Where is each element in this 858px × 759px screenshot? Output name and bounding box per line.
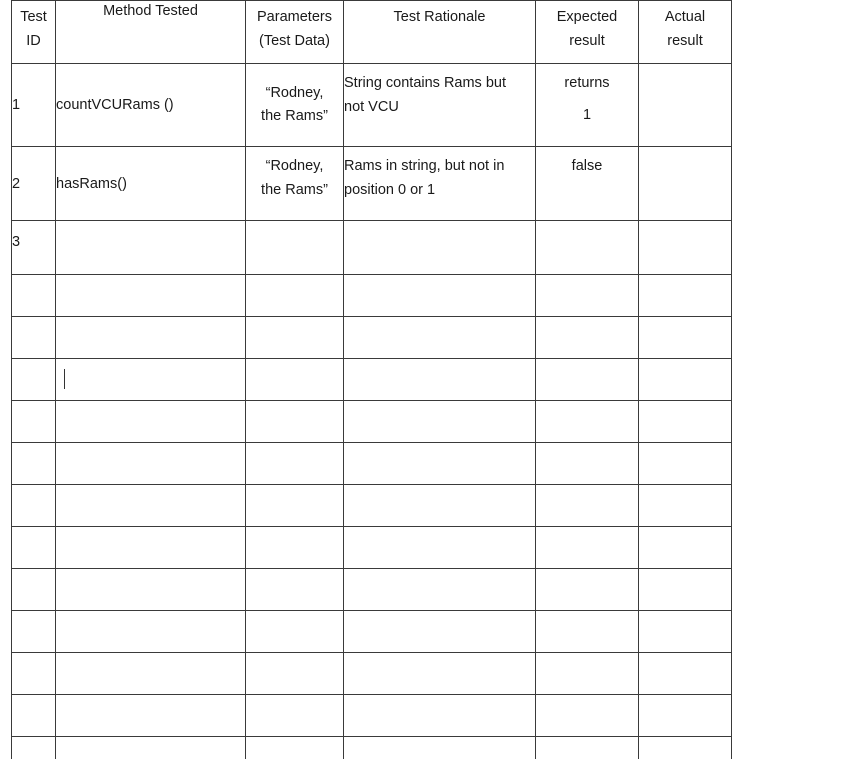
cell-expected[interactable]: false (536, 147, 639, 221)
cell-test-id[interactable] (12, 275, 56, 317)
cell-actual[interactable] (639, 359, 732, 401)
cell-parameters[interactable] (246, 485, 344, 527)
cell-test-id[interactable] (12, 317, 56, 359)
cell-actual[interactable] (639, 569, 732, 611)
cell-actual[interactable] (639, 401, 732, 443)
cell-rationale[interactable] (344, 569, 536, 611)
table-row (12, 527, 732, 569)
params-line1: “Rodney, (265, 85, 324, 101)
cell-expected[interactable] (536, 485, 639, 527)
cell-method[interactable] (56, 569, 246, 611)
cell-method[interactable] (56, 221, 246, 275)
cell-test-id[interactable] (12, 527, 56, 569)
cell-rationale[interactable] (344, 64, 536, 147)
cell-method[interactable] (56, 695, 246, 737)
header-expected-result[interactable] (536, 1, 639, 64)
cell-test-id[interactable]: 1 (12, 64, 56, 147)
cell-test-id[interactable] (12, 443, 56, 485)
cell-parameters[interactable] (246, 221, 344, 275)
cell-method[interactable] (56, 359, 246, 401)
cell-method[interactable] (56, 317, 246, 359)
cell-parameters[interactable] (246, 527, 344, 569)
cell-test-id[interactable] (12, 611, 56, 653)
cell-parameters[interactable] (246, 569, 344, 611)
cell-expected[interactable] (536, 611, 639, 653)
cell-rationale[interactable] (344, 359, 536, 401)
cell-rationale[interactable] (344, 317, 536, 359)
cell-method[interactable] (56, 401, 246, 443)
table-row (12, 359, 732, 401)
cell-expected[interactable] (536, 527, 639, 569)
cell-method[interactable] (56, 611, 246, 653)
cell-test-id[interactable] (12, 485, 56, 527)
header-actual-result[interactable] (639, 1, 732, 64)
header-test-id-line1: Test (20, 9, 47, 25)
cell-test-id[interactable] (12, 695, 56, 737)
cell-method[interactable] (56, 275, 246, 317)
cell-actual[interactable] (639, 485, 732, 527)
cell-method[interactable]: countVCURams () (56, 64, 246, 147)
cell-parameters[interactable] (246, 275, 344, 317)
cell-parameters[interactable] (246, 737, 344, 759)
cell-parameters[interactable] (246, 64, 344, 147)
rationale-line2: not VCU (344, 99, 399, 115)
header-expected-line1: Expected (556, 9, 618, 25)
table-row (12, 147, 732, 221)
cell-expected[interactable] (536, 275, 639, 317)
table-row (12, 485, 732, 527)
cell-rationale[interactable] (344, 485, 536, 527)
table-row (12, 64, 732, 147)
table-row (12, 401, 732, 443)
header-actual-line2: result (667, 33, 703, 49)
cell-parameters[interactable] (246, 401, 344, 443)
header-row (12, 1, 732, 64)
cell-actual[interactable] (639, 611, 732, 653)
cell-actual[interactable] (639, 527, 732, 569)
cell-method[interactable] (56, 653, 246, 695)
cell-method[interactable] (56, 737, 246, 759)
table-row (12, 275, 732, 317)
cell-actual[interactable] (639, 443, 732, 485)
cell-expected[interactable] (536, 64, 639, 147)
cell-rationale[interactable] (344, 221, 536, 275)
header-method-tested[interactable] (56, 1, 246, 64)
cell-expected[interactable] (536, 359, 639, 401)
params-line2: the Rams” (261, 108, 328, 124)
cell-test-id[interactable]: 3 (12, 221, 56, 275)
table-row (12, 569, 732, 611)
table-row (12, 653, 732, 695)
cell-rationale[interactable] (344, 611, 536, 653)
cell-method[interactable] (56, 527, 246, 569)
table-row (12, 317, 732, 359)
cell-method[interactable] (56, 485, 246, 527)
cell-parameters[interactable] (246, 359, 344, 401)
cell-actual[interactable] (639, 653, 732, 695)
cell-actual[interactable] (639, 147, 732, 221)
header-test-id[interactable] (12, 1, 56, 64)
params-line2: the Rams” (261, 182, 328, 198)
header-actual-line1: Actual (664, 9, 706, 25)
header-test-id-line2: ID (26, 33, 41, 49)
cell-expected[interactable] (536, 443, 639, 485)
cell-parameters[interactable] (246, 611, 344, 653)
header-method-label: Method Tested (103, 3, 198, 19)
cell-actual[interactable] (639, 221, 732, 275)
cell-test-id[interactable] (12, 401, 56, 443)
cell-expected[interactable] (536, 317, 639, 359)
cell-expected[interactable] (536, 401, 639, 443)
expected-line1: returns (564, 75, 610, 91)
cell-rationale[interactable] (344, 695, 536, 737)
cell-test-id[interactable]: 2 (12, 147, 56, 221)
cell-rationale[interactable] (344, 147, 536, 221)
cell-rationale[interactable] (344, 737, 536, 759)
cell-parameters[interactable] (246, 317, 344, 359)
cell-actual[interactable] (639, 64, 732, 147)
cell-rationale[interactable] (344, 275, 536, 317)
cell-actual[interactable] (639, 737, 732, 759)
cell-parameters[interactable] (246, 653, 344, 695)
cell-expected[interactable] (536, 569, 639, 611)
cell-parameters[interactable] (246, 443, 344, 485)
cell-test-id[interactable] (12, 737, 56, 759)
cell-rationale[interactable] (344, 401, 536, 443)
cell-test-id[interactable] (12, 359, 56, 401)
table-row (12, 611, 732, 653)
expected-line2: 1 (582, 107, 592, 123)
rationale-line2: position 0 or 1 (344, 182, 436, 198)
table-row (12, 221, 732, 275)
cell-expected[interactable] (536, 221, 639, 275)
header-test-rationale[interactable] (344, 1, 536, 64)
cell-actual[interactable] (639, 695, 732, 737)
table-row (12, 695, 732, 737)
cell-method[interactable]: hasRams() (56, 147, 246, 221)
header-rationale-label: Test Rationale (393, 9, 486, 25)
params-line1: “Rodney, (265, 158, 324, 174)
header-parameters-line2: (Test Data) (259, 33, 330, 49)
cell-test-id[interactable] (12, 569, 56, 611)
cell-rationale[interactable] (344, 443, 536, 485)
rationale-line1: String contains Rams but (344, 75, 506, 91)
cell-expected[interactable] (536, 653, 639, 695)
text-cursor (64, 369, 65, 389)
table-row (12, 737, 732, 759)
cell-parameters[interactable] (246, 695, 344, 737)
header-parameters-line1: Parameters (257, 9, 332, 25)
header-parameters[interactable] (246, 1, 344, 64)
cell-rationale[interactable] (344, 653, 536, 695)
header-expected-line2: result (569, 33, 605, 49)
table-row (12, 443, 732, 485)
cell-actual[interactable] (639, 317, 732, 359)
cell-parameters[interactable] (246, 147, 344, 221)
cell-actual[interactable] (639, 275, 732, 317)
cell-test-id[interactable] (12, 653, 56, 695)
cell-expected[interactable] (536, 695, 639, 737)
test-case-table (11, 0, 732, 759)
cell-method[interactable] (56, 443, 246, 485)
cell-rationale[interactable] (344, 527, 536, 569)
rationale-line1: Rams in string, but not in (344, 158, 505, 174)
cell-expected[interactable] (536, 737, 639, 759)
